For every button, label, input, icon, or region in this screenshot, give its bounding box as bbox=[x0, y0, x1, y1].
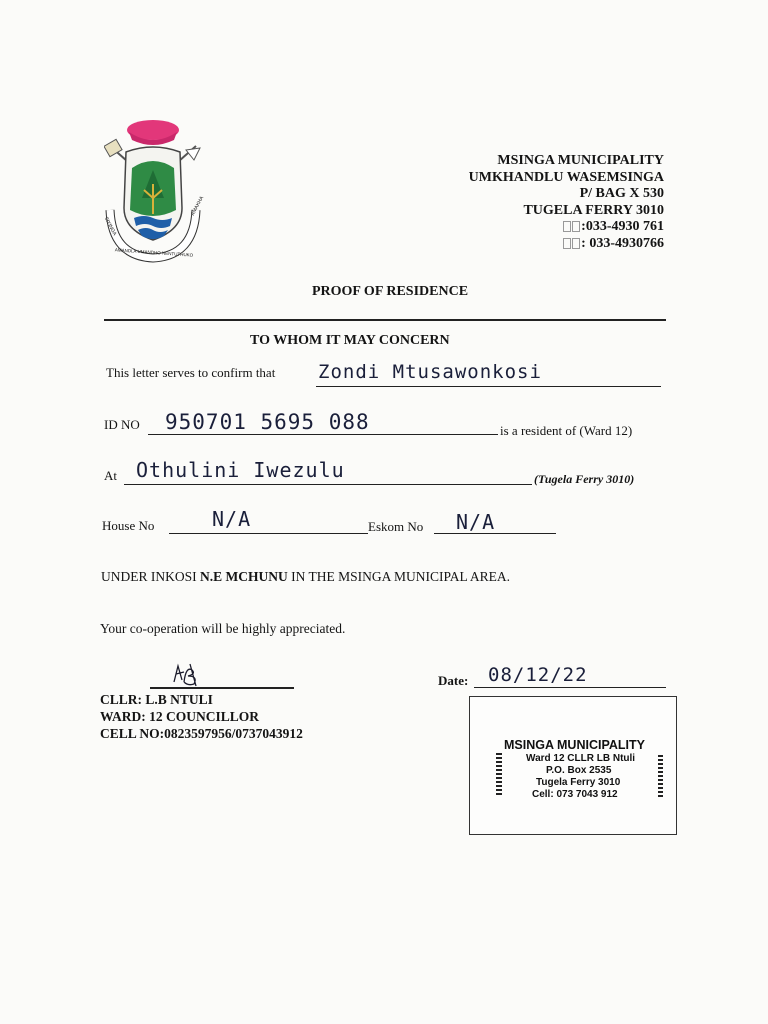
fax-icon bbox=[572, 238, 580, 249]
fax-icon bbox=[563, 238, 571, 249]
stamp-org: MSINGA MUNICIPALITY bbox=[504, 738, 645, 752]
crest-motto-bottom: AMANDLA UMANDHO NENTUTHUKO bbox=[114, 247, 194, 258]
fax-number: : 033-4930766 bbox=[581, 235, 664, 251]
address-block bbox=[404, 153, 664, 252]
name-value: Zondi Mtusawonkosi bbox=[318, 361, 542, 383]
id-line bbox=[148, 434, 498, 435]
crest-motto-right: AMAKHA bbox=[190, 195, 206, 217]
eskom-value: N/A bbox=[456, 510, 496, 534]
councillor-name: CLLR: L.B NTULI bbox=[100, 692, 213, 707]
house-line bbox=[169, 533, 368, 534]
phone-icon bbox=[572, 221, 580, 232]
councillor-ward: WARD: 12 COUNCILLOR bbox=[100, 709, 260, 724]
signature-line bbox=[150, 687, 294, 689]
name-line bbox=[316, 386, 661, 387]
org-name: MSINGA MUNICIPALITY bbox=[497, 153, 664, 168]
municipality-crest bbox=[102, 118, 206, 268]
stamp-box-address: P.O. Box 2535 bbox=[546, 765, 612, 776]
stamp-ward: Ward 12 CLLR LB Ntuli bbox=[526, 753, 636, 764]
confirm-label: This letter serves to confirm that bbox=[106, 365, 276, 380]
date-value: 08/12/22 bbox=[488, 664, 588, 686]
at-value: Othulini Iwezulu bbox=[136, 458, 345, 482]
document-title: PROOF OF RESIDENCE bbox=[311, 284, 469, 299]
inkosi-name: N.E MCHUNU bbox=[200, 569, 288, 584]
resident-text: is a resident of (Ward 12) bbox=[500, 423, 633, 438]
org-name-zulu: UMKHANDLU WASEMSINGA bbox=[468, 169, 664, 185]
salutation: TO WHOM IT MAY CONCERN bbox=[250, 333, 450, 348]
stamp-left-mark bbox=[496, 753, 502, 797]
area-label: (Tugela Ferry 3010) bbox=[534, 472, 635, 486]
postal-town: TUGELA FERRY 3010 bbox=[523, 202, 664, 218]
phone-number: :033-4930 761 bbox=[581, 219, 664, 234]
eskom-label: Eskom No bbox=[368, 519, 424, 534]
official-stamp bbox=[469, 696, 677, 835]
crest-motto-left: SIYINGA bbox=[102, 216, 118, 237]
title-rule bbox=[104, 319, 666, 321]
fax-line bbox=[404, 236, 664, 253]
inkosi-line bbox=[101, 569, 510, 585]
cooperation-text: Your co-operation will be highly appreciated. bbox=[100, 621, 346, 636]
date-line bbox=[474, 687, 666, 688]
councillor-cell: CELL NO:0823597956/0737043912 bbox=[100, 726, 303, 741]
inkosi-before: UNDER INKOSI bbox=[101, 569, 200, 584]
inkosi-after: IN THE MSINGA MUNICIPAL AREA. bbox=[287, 569, 511, 584]
resident-label bbox=[500, 423, 632, 439]
crest-emblem-icon bbox=[104, 118, 202, 268]
postal-bag: P/ BAG X 530 bbox=[579, 186, 664, 201]
signature-scribble bbox=[170, 662, 206, 688]
signature-icon bbox=[170, 662, 206, 688]
phone-icon bbox=[563, 221, 571, 232]
id-label: ID NO bbox=[104, 417, 140, 432]
id-value: 950701 5695 088 bbox=[165, 410, 370, 434]
at-line bbox=[124, 484, 532, 485]
at-label: At bbox=[104, 468, 117, 483]
date-label: Date: bbox=[438, 673, 469, 688]
house-label: House No bbox=[102, 518, 155, 533]
phone-line bbox=[404, 219, 664, 236]
stamp-town: Tugela Ferry 3010 bbox=[536, 777, 621, 788]
stamp-cell: Cell: 073 7043 912 bbox=[532, 789, 618, 800]
house-value: N/A bbox=[212, 507, 252, 531]
stamp-right-mark bbox=[658, 755, 663, 799]
